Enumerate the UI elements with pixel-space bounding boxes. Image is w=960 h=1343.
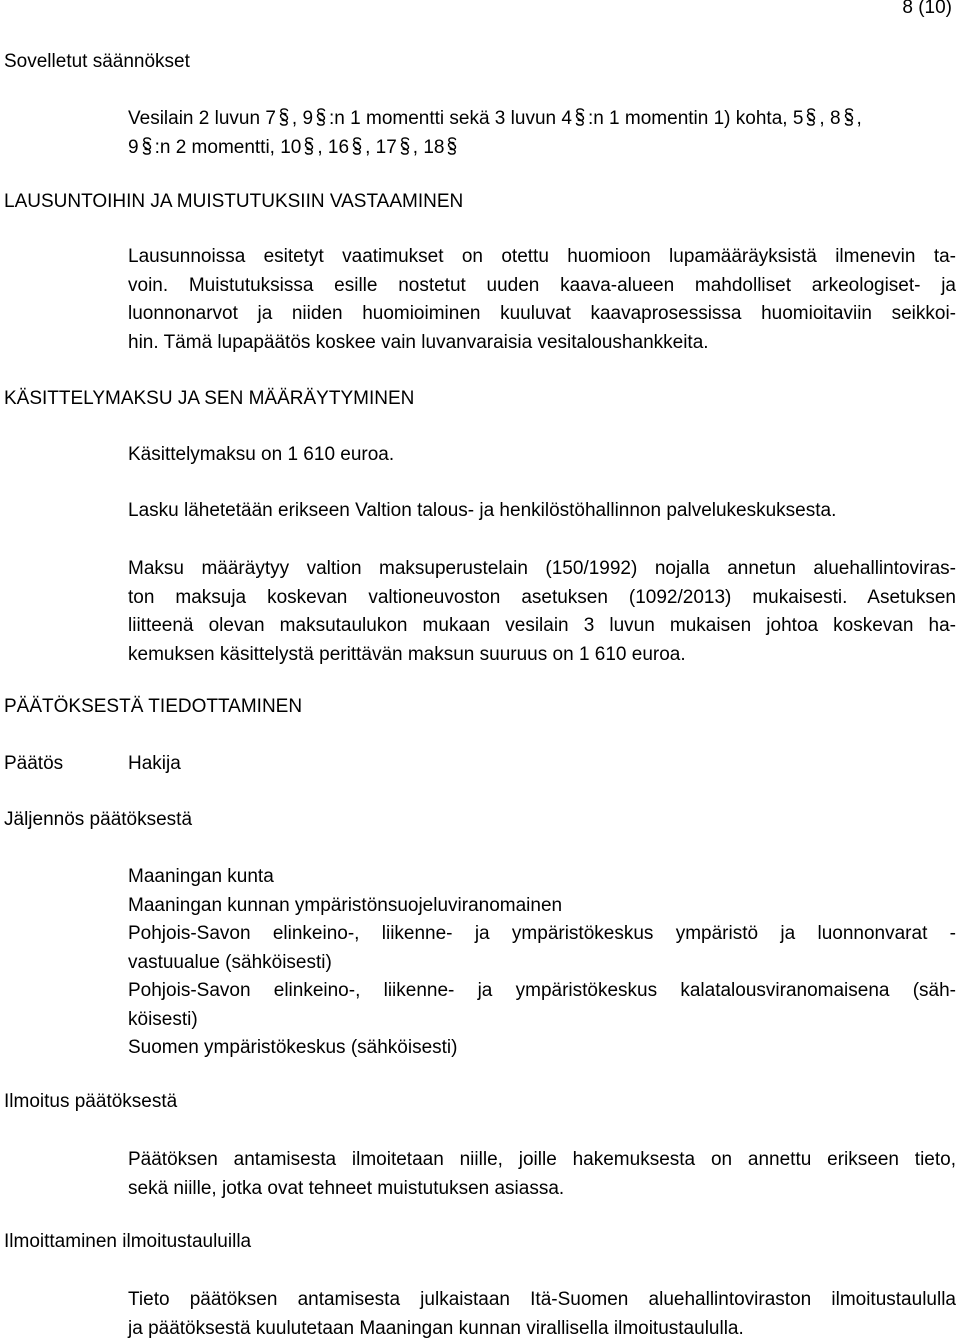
paragraph-line: kemuksen käsittelystä perittävän maksun suuruus on 1 610 euroa. — [128, 641, 956, 670]
recipient-line: Pohjois-Savon elinkeino-, liikenne- ja ympäristökeskus kalatalousviranomaisena (säh- — [128, 977, 956, 1006]
paragraph-line: Päätöksen antamisesta ilmoitetaan niille, joille hakemuksesta on annettu erikseen tieto, — [128, 1146, 956, 1175]
section-sign-icon — [140, 135, 154, 157]
recipient-line: Maaningan kunta — [128, 863, 956, 892]
recipient-line: Pohjois-Savon elinkeino-, liikenne- ja ympäristökeskus ympäristö ja luonnonvarat - — [128, 920, 956, 949]
paragraph-line: ja päätöksestä kuulutetaan Maaningan kunnan virallisella ilmoitustaululla. — [128, 1315, 956, 1343]
recipient-line: Suomen ympäristökeskus (sähköisesti) — [128, 1034, 956, 1063]
section-heading-lausunnot: LAUSUNTOIHIN JA MUISTUTUKSIIN VASTAAMINEN — [4, 191, 463, 213]
paragraph-line: luonnonarvot ja niiden huomioiminen kuuluvat kaavaprosessissa huomioitaviin seikkoi- — [128, 300, 956, 329]
paatos-label: Päätös — [4, 753, 63, 775]
section-sign-icon — [350, 135, 364, 157]
paragraph-line: sekä niille, jotka ovat tehneet muistutuksen asiassa. — [128, 1175, 956, 1204]
recipient-line: köisesti) — [128, 1006, 956, 1035]
section-heading-tiedottaminen: PÄÄTÖKSESTÄ TIEDOTTAMINEN — [4, 696, 302, 718]
statute-line-1: Vesilain 2 luvun 7 , 9 :n 1 momentti sekä 3 luvun 4 :n 1 momentin 1) kohta, 5 , 8 , — [128, 106, 862, 130]
section-sign-icon — [398, 135, 412, 157]
fee-paragraph — [128, 555, 956, 669]
section-sign-icon — [277, 106, 291, 128]
section-sign-icon — [445, 135, 459, 157]
jaljennos-label: Jäljennös päätöksestä — [4, 809, 192, 831]
lausunnot-paragraph — [128, 243, 956, 357]
section-sign-icon — [842, 106, 856, 128]
paragraph-line: Lausunnoissa esitetyt vaatimukset on otettu huomioon lupamääräyksistä ilmenevin ta- — [128, 243, 956, 272]
paragraph-line: Tieto päätöksen antamisesta julkaistaan Itä-Suomen aluehallintoviraston ilmoitustaululla — [128, 1286, 956, 1315]
section-sign-icon — [573, 106, 587, 128]
statute-text: Vesilain 2 luvun 7 — [128, 108, 276, 129]
section-sign-icon — [302, 135, 316, 157]
recipient-line: vastuualue (sähköisesti) — [128, 949, 956, 978]
ilmoitustaulu-paragraph — [128, 1286, 956, 1343]
section-heading-sovelletut: Sovelletut säännökset — [4, 51, 190, 73]
paragraph-line: voin. Muistutuksissa esille nostetut uuden kaava-alueen mahdolliset arkeologiset- ja — [128, 272, 956, 301]
fee-amount: Käsittelymaksu on 1 610 euroa. — [128, 444, 394, 466]
section-sign-icon — [804, 106, 818, 128]
paragraph-line: ton maksuja koskevan valtioneuvoston asetuksen (1092/2013) mukaisesti. Asetuksen — [128, 584, 956, 613]
paragraph-line: Maksu määräytyy valtion maksuperustelain (150/1992) nojalla annetun aluehallintoviras- — [128, 555, 956, 584]
fee-invoice: Lasku lähetetään erikseen Valtion talous- ja henkilöstöhallinnon palvelukeskuksesta. — [128, 500, 836, 522]
section-heading-kasittelymaksu: KÄSITTELYMAKSU JA SEN MÄÄRÄYTYMINEN — [4, 388, 414, 410]
statute-line-2: 9 :n 2 momentti, 10 , 16 , 17 , 18 — [128, 135, 460, 159]
jaljennos-recipients — [128, 863, 956, 1063]
page-number: 8 (10) — [902, 0, 952, 19]
recipient-line: Maaningan kunnan ympäristönsuojeluviranomainen — [128, 892, 956, 921]
paragraph-line: hin. Tämä lupapäätös koskee vain luvanvaraisia vesitaloushankkeita. — [128, 329, 956, 358]
ilmoitustaulu-label: Ilmoittaminen ilmoitustauluilla — [4, 1231, 251, 1253]
section-sign-icon — [314, 106, 328, 128]
ilmoitus-label: Ilmoitus päätöksestä — [4, 1091, 177, 1113]
paatos-value: Hakija — [128, 753, 181, 775]
ilmoitus-paragraph — [128, 1146, 956, 1203]
paragraph-line: liitteenä olevan maksutaulukon mukaan vesilain 3 luvun mukaisen johtoa koskevan ha- — [128, 612, 956, 641]
